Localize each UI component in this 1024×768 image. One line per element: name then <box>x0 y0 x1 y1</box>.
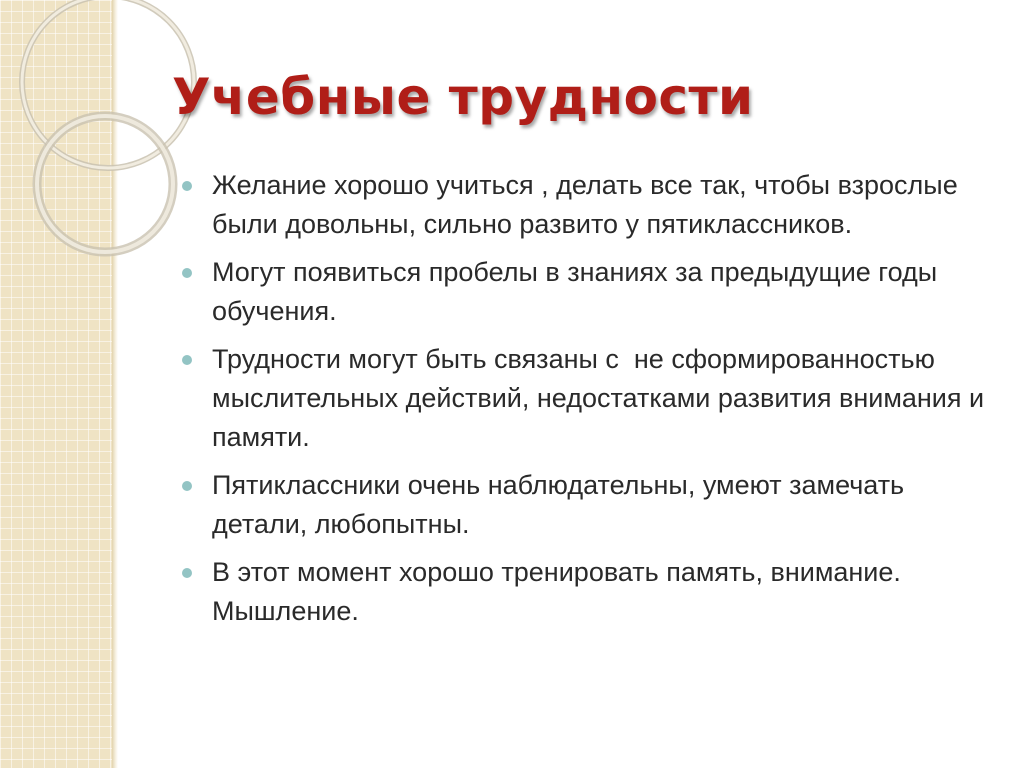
bullet-text: Могут появиться пробелы в знаниях за предыдущие годы обучения. <box>212 257 945 326</box>
bullet-dot-icon <box>182 481 192 491</box>
bullet-text: Трудности могут быть связаны с не сформированностью мыслительных действий, недостатками развития внимания и памяти. <box>212 344 992 452</box>
bullet-text: Пятиклассники очень наблюдательны, умеют замечать детали, любопытны. <box>212 470 912 539</box>
bullet-dot-icon <box>182 568 192 578</box>
slide-title: Учебные трудности <box>172 68 754 126</box>
ring-arcs-icon <box>0 0 200 260</box>
bullet-item <box>182 340 1002 457</box>
bullet-item <box>182 166 1002 244</box>
bullet-dot-icon <box>182 181 192 191</box>
bullet-text: В этот момент хорошо тренировать память, внимание. Мышление. <box>212 557 909 626</box>
bullet-item <box>182 253 1002 331</box>
bullet-dot-icon <box>182 355 192 365</box>
bullet-item <box>182 553 1002 631</box>
bullet-dot-icon <box>182 268 192 278</box>
bullet-item <box>182 466 1002 544</box>
bullet-text: Желание хорошо учиться , делать все так, чтобы взрослые были довольны, сильно развито у пятиклассников. <box>212 170 966 239</box>
bullet-list <box>182 166 1002 640</box>
